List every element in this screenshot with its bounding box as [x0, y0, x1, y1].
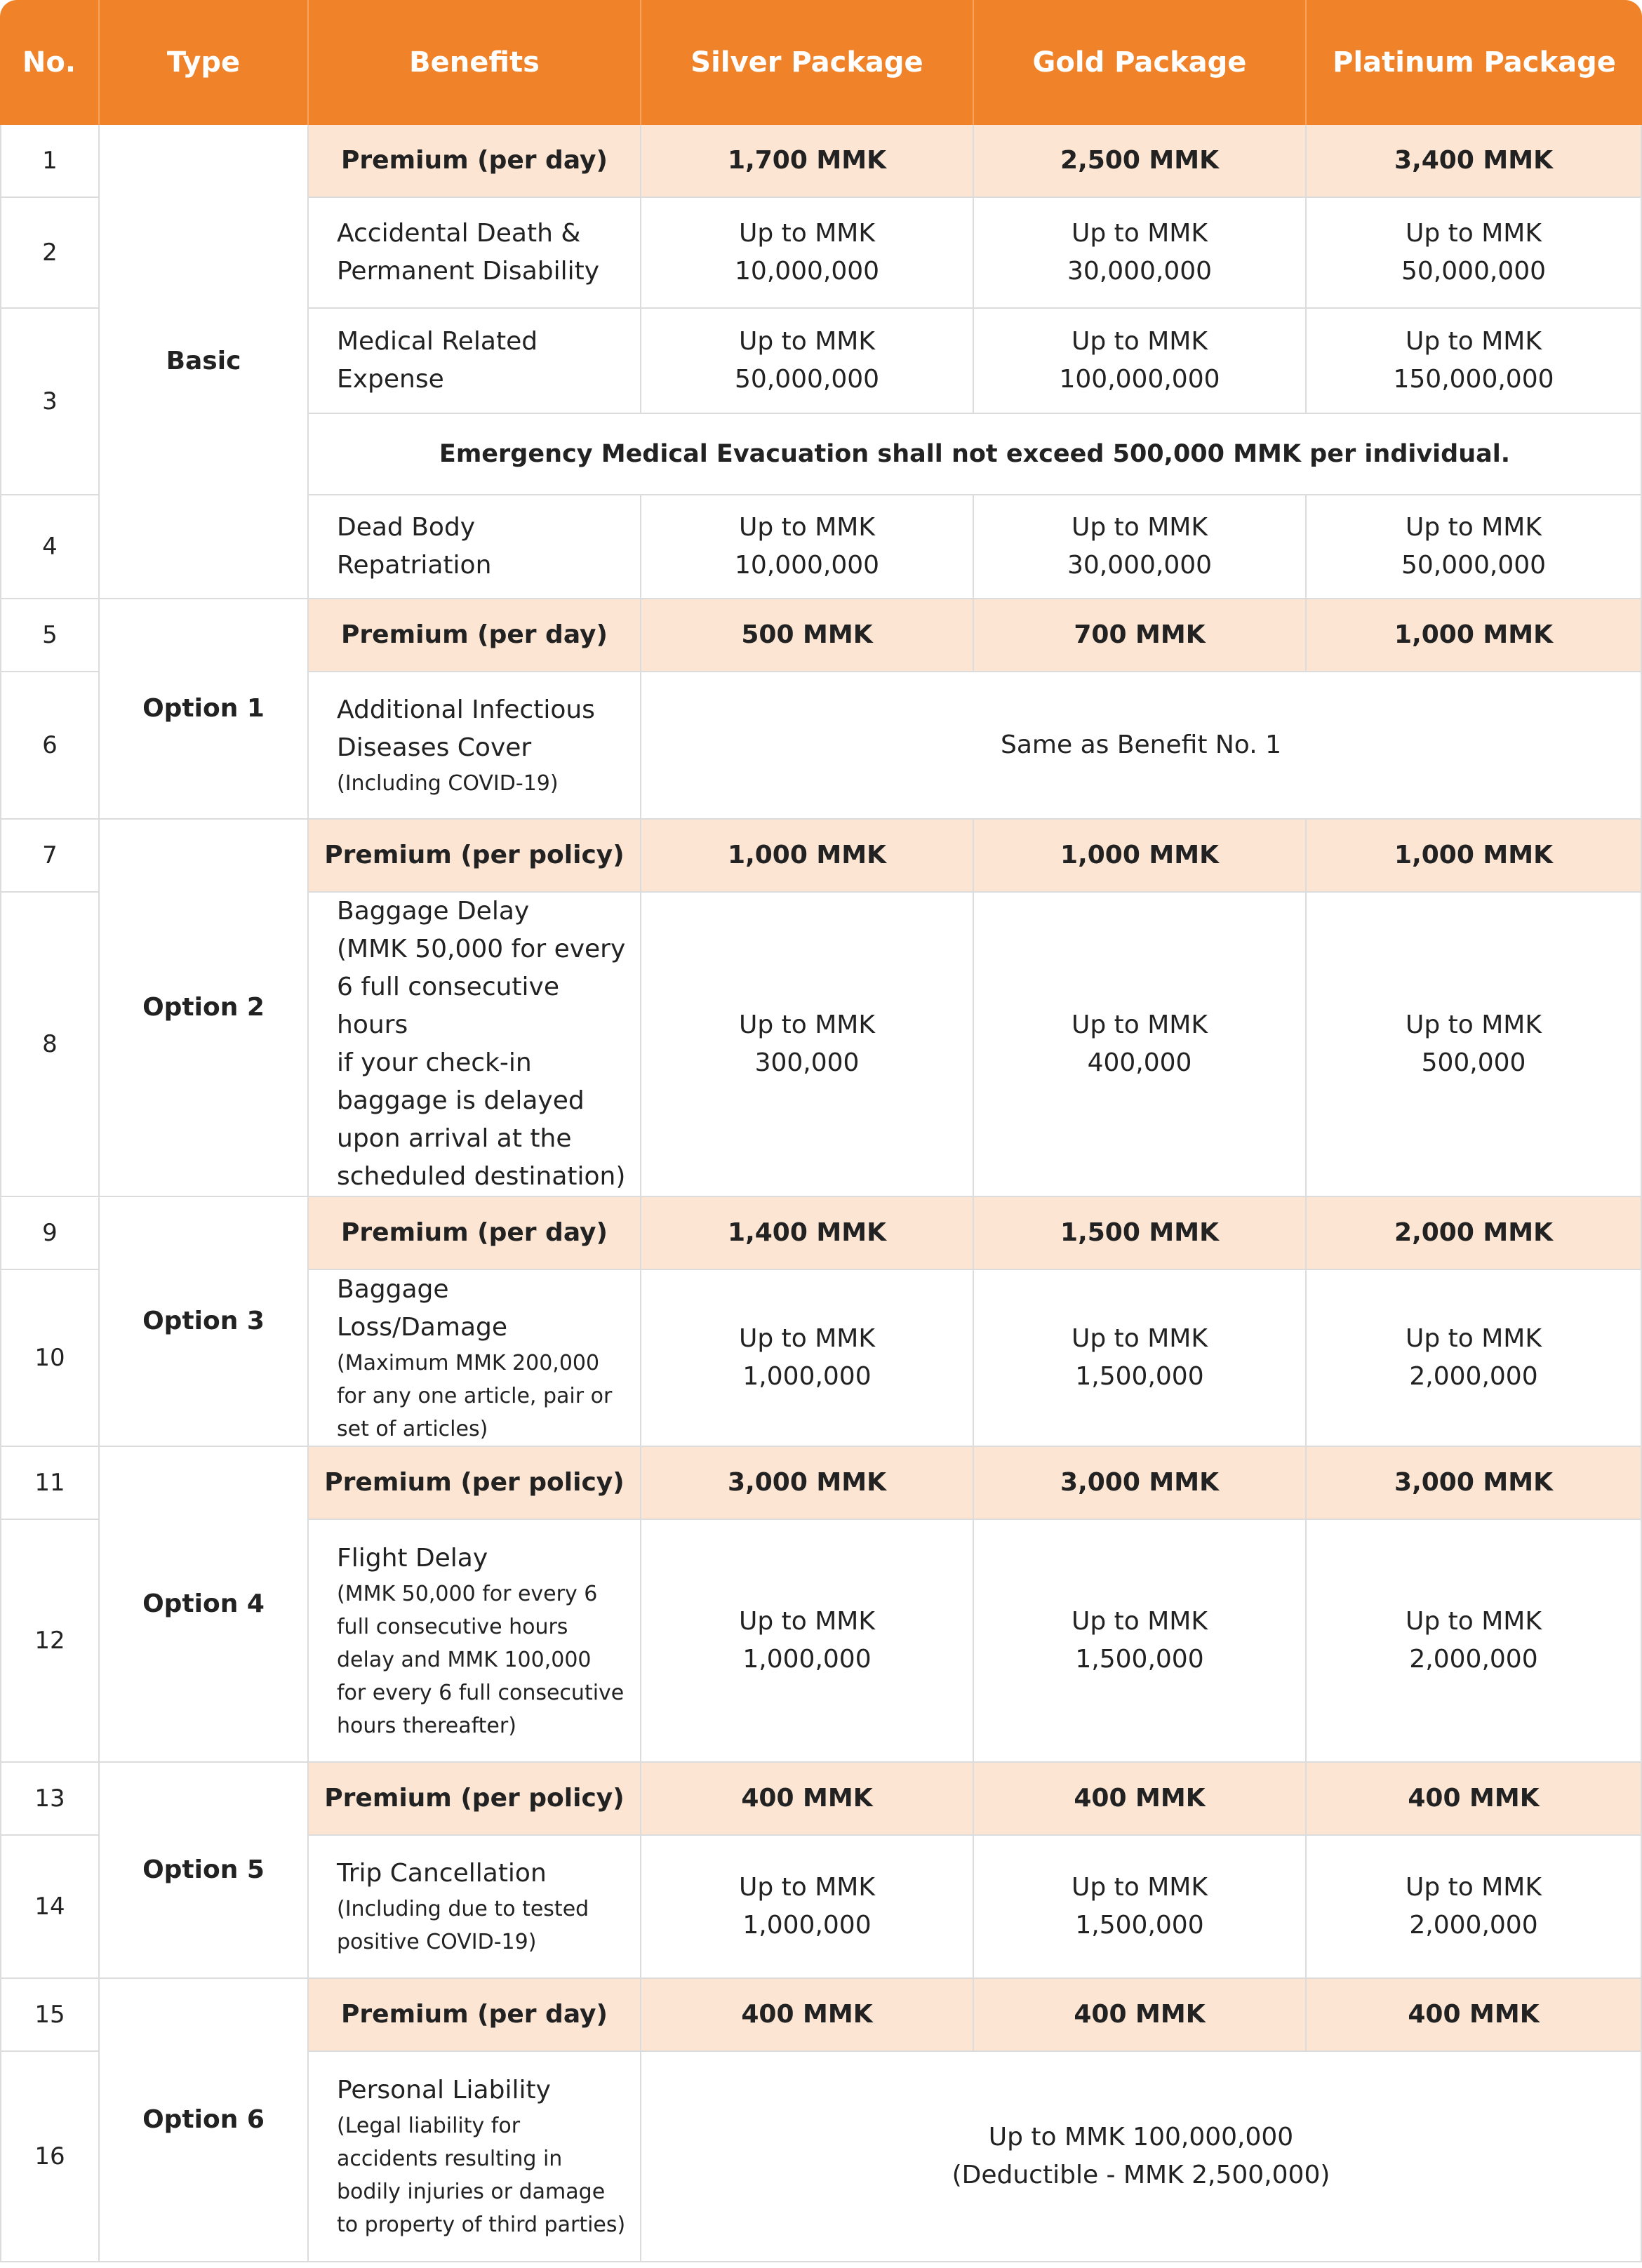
evacuation-note: Emergency Medical Evacuation shall not exceed 500,000 MMK per individual. [309, 414, 1642, 495]
table-row [0, 599, 1642, 672]
benefit-subline: delay and MMK 100,000 [337, 1647, 592, 1672]
benefit-line: scheduled destination) [337, 1162, 626, 1191]
row-number: 8 [0, 893, 100, 1197]
benefit-cell [309, 672, 641, 820]
row-number: 2 [0, 198, 100, 309]
type-cell: Option 2 [100, 820, 309, 1197]
value-line: 2,000,000 [1409, 1911, 1538, 1940]
header-no: No. [0, 0, 100, 125]
gold-cell [974, 893, 1307, 1197]
type-cell: Option 4 [100, 1447, 309, 1763]
value-line: 10,000,000 [734, 551, 880, 580]
platinum-cell [1307, 1836, 1642, 1979]
value-line: Up to MMK [1406, 513, 1542, 542]
value-line: 50,000,000 [1401, 257, 1547, 286]
platinum-cell: 3,000 MMK [1307, 1447, 1642, 1520]
benefit-subline: hours thereafter) [337, 1713, 516, 1738]
value-line: Up to MMK [1072, 1873, 1208, 1902]
benefit-subline: (MMK 50,000 for every 6 [337, 1581, 598, 1606]
value-line: Up to MMK [739, 1324, 875, 1353]
value-line: 30,000,000 [1067, 551, 1213, 580]
value-line: Up to MMK [1072, 513, 1208, 542]
gold-cell: 700 MMK [974, 599, 1307, 672]
value-line: 400,000 [1087, 1048, 1192, 1077]
value-line: 1,500,000 [1075, 1645, 1204, 1674]
gold-cell [974, 1520, 1307, 1763]
gold-cell: 400 MMK [974, 1979, 1307, 2052]
silver-cell: 500 MMK [641, 599, 974, 672]
benefit-subline: positive COVID-19) [337, 1930, 537, 1954]
value-line: 300,000 [754, 1048, 860, 1077]
platinum-cell [1307, 1520, 1642, 1763]
benefit-cell [309, 2052, 641, 2262]
row-number: 6 [0, 672, 100, 820]
value-line: Up to MMK [1406, 327, 1542, 356]
gold-cell [974, 1836, 1307, 1979]
platinum-cell: 400 MMK [1307, 1979, 1642, 2052]
value-line: Up to MMK 100,000,000 [988, 2123, 1294, 2152]
benefit-subline: for any one article, pair or [337, 1383, 613, 1408]
value-line: 50,000,000 [1401, 551, 1547, 580]
row-number: 3 [0, 309, 100, 495]
merged-value-cell [641, 2052, 1642, 2262]
benefit-line: Expense [337, 365, 444, 394]
benefit-line: Trip Cancellation [337, 1859, 547, 1888]
silver-cell [641, 893, 974, 1197]
benefit-subline: accidents resulting in [337, 2147, 563, 2171]
value-line: 2,000,000 [1409, 1645, 1538, 1674]
platinum-cell [1307, 309, 1642, 414]
benefit-cell [309, 893, 641, 1197]
value-line: 10,000,000 [734, 257, 880, 286]
platinum-cell [1307, 495, 1642, 599]
type-cell: Option 3 [100, 1197, 309, 1447]
value-line: Up to MMK [739, 1873, 875, 1902]
value-line: 1,000,000 [742, 1645, 872, 1674]
benefit-line: Baggage Delay [337, 897, 530, 926]
benefit-subline: (Legal liability for [337, 2114, 521, 2138]
gold-cell: 1,000 MMK [974, 820, 1307, 893]
row-number: 4 [0, 495, 100, 599]
benefit-cell: Premium (per policy) [309, 1447, 641, 1520]
value-line: Up to MMK [739, 1010, 875, 1039]
value-line: (Deductible - MMK 2,500,000) [952, 2161, 1330, 2189]
gold-cell [974, 1270, 1307, 1447]
gold-cell [974, 309, 1307, 414]
gold-cell [974, 495, 1307, 599]
benefit-line: upon arrival at the [337, 1124, 572, 1153]
benefit-cell: Premium (per policy) [309, 820, 641, 893]
value-line: 100,000,000 [1059, 365, 1220, 394]
benefit-line: Permanent Disability [337, 257, 600, 286]
benefit-cell [309, 198, 641, 309]
row-number: 14 [0, 1836, 100, 1979]
row-number: 5 [0, 599, 100, 672]
value-line: 30,000,000 [1067, 257, 1213, 286]
platinum-cell: 1,000 MMK [1307, 820, 1642, 893]
value-line: 2,000,000 [1409, 1362, 1538, 1391]
silver-cell: 400 MMK [641, 1763, 974, 1836]
header-silver: Silver Package [641, 0, 974, 125]
benefit-subline: full consecutive hours [337, 1614, 568, 1639]
table-row [0, 1763, 1642, 1836]
value-line: Up to MMK [1406, 1607, 1542, 1636]
benefit-line: Medical Related [337, 327, 538, 356]
benefit-cell: Dead Body Repatriation [309, 495, 641, 599]
benefit-cell: Premium (per day) [309, 1197, 641, 1270]
benefit-cell: Premium (per day) [309, 599, 641, 672]
benefit-cell: Premium (per policy) [309, 1763, 641, 1836]
row-number: 7 [0, 820, 100, 893]
value-line: Up to MMK [739, 327, 875, 356]
value-line: Up to MMK [1406, 1873, 1542, 1902]
platinum-cell: 3,400 MMK [1307, 125, 1642, 198]
benefit-subline: bodily injuries or damage [337, 2180, 606, 2204]
silver-cell: 400 MMK [641, 1979, 974, 2052]
benefit-subline: (Maximum MMK 200,000 [337, 1350, 600, 1375]
value-line: Up to MMK [1406, 1010, 1542, 1039]
header-type: Type [100, 0, 309, 125]
value-line: Up to MMK [1072, 327, 1208, 356]
silver-cell [641, 495, 974, 599]
type-cell: Option 5 [100, 1763, 309, 1979]
header-gold: Gold Package [974, 0, 1307, 125]
benefit-subline: (Including COVID-19) [337, 771, 559, 796]
value-line: Up to MMK [739, 219, 875, 248]
silver-cell [641, 198, 974, 309]
row-number: 1 [0, 125, 100, 198]
value-line: Up to MMK [1406, 1324, 1542, 1353]
benefit-line: Accidental Death & [337, 219, 581, 248]
value-line: 1,000,000 [742, 1911, 872, 1940]
table-row [0, 820, 1642, 893]
benefit-line: Diseases Cover [337, 733, 532, 762]
table-row [0, 1979, 1642, 2052]
value-line: Up to MMK [1072, 1324, 1208, 1353]
value-line: 150,000,000 [1393, 365, 1554, 394]
platinum-cell: 1,000 MMK [1307, 599, 1642, 672]
benefit-cell [309, 309, 641, 414]
gold-cell [974, 198, 1307, 309]
silver-cell: 3,000 MMK [641, 1447, 974, 1520]
benefit-line: baggage is delayed [337, 1086, 585, 1115]
row-number: 10 [0, 1270, 100, 1447]
silver-cell [641, 309, 974, 414]
type-cell: Option 1 [100, 599, 309, 820]
gold-cell: 3,000 MMK [974, 1447, 1307, 1520]
benefit-subline: for every 6 full consecutive [337, 1680, 625, 1705]
benefit-cell: Premium (per day) [309, 125, 641, 198]
benefit-subline: set of articles) [337, 1416, 488, 1441]
benefit-line: (MMK 50,000 for every [337, 935, 626, 963]
table-row [0, 125, 1642, 198]
value-line: Up to MMK [1072, 1010, 1208, 1039]
platinum-cell: 400 MMK [1307, 1763, 1642, 1836]
silver-cell [641, 1520, 974, 1763]
silver-cell: 1,000 MMK [641, 820, 974, 893]
silver-cell [641, 1836, 974, 1979]
table-header-row [0, 0, 1642, 125]
row-number: 16 [0, 2052, 100, 2262]
gold-cell: 1,500 MMK [974, 1197, 1307, 1270]
value-line: Up to MMK [739, 513, 875, 542]
row-number: 11 [0, 1447, 100, 1520]
merged-value-cell: Same as Benefit No. 1 [641, 672, 1642, 820]
benefit-line: Flight Delay [337, 1543, 488, 1573]
platinum-cell: 2,000 MMK [1307, 1197, 1642, 1270]
row-number: 12 [0, 1520, 100, 1763]
silver-cell [641, 1270, 974, 1447]
header-platinum: Platinum Package [1307, 0, 1642, 125]
benefit-line: Personal Liability [337, 2076, 551, 2104]
benefit-line: 6 full consecutive hours [337, 973, 560, 1039]
value-line: Up to MMK [739, 1607, 875, 1636]
gold-cell: 2,500 MMK [974, 125, 1307, 198]
platinum-cell [1307, 893, 1642, 1197]
gold-cell: 400 MMK [974, 1763, 1307, 1836]
benefit-line: Baggage Loss/Damage [337, 1274, 507, 1342]
type-cell: Basic [100, 125, 309, 599]
value-line: Up to MMK [1072, 219, 1208, 248]
silver-cell: 1,700 MMK [641, 125, 974, 198]
header-benefits: Benefits [309, 0, 641, 125]
value-line: Up to MMK [1072, 1607, 1208, 1636]
benefit-line: Additional Infectious [337, 695, 595, 724]
value-line: Up to MMK [1406, 219, 1542, 248]
platinum-cell [1307, 198, 1642, 309]
benefit-cell: Premium (per day) [309, 1979, 641, 2052]
value-line: 1,000,000 [742, 1362, 872, 1391]
benefit-cell [309, 1270, 641, 1447]
row-number: 9 [0, 1197, 100, 1270]
value-line: 50,000,000 [734, 365, 880, 394]
value-line: 1,500,000 [1075, 1911, 1204, 1940]
table-row [0, 1197, 1642, 1270]
value-line: 1,500,000 [1075, 1362, 1204, 1391]
benefit-cell [309, 1836, 641, 1979]
benefit-cell [309, 1520, 641, 1763]
benefit-subline: to property of third parties) [337, 2213, 626, 2237]
platinum-cell [1307, 1270, 1642, 1447]
benefit-line: if your check-in [337, 1048, 532, 1077]
benefit-subline: (Including due to tested [337, 1897, 589, 1921]
type-cell: Option 6 [100, 1979, 309, 2262]
table-row [0, 1447, 1642, 1520]
row-number: 15 [0, 1979, 100, 2052]
row-number: 13 [0, 1763, 100, 1836]
value-line: 500,000 [1421, 1048, 1526, 1077]
silver-cell: 1,400 MMK [641, 1197, 974, 1270]
